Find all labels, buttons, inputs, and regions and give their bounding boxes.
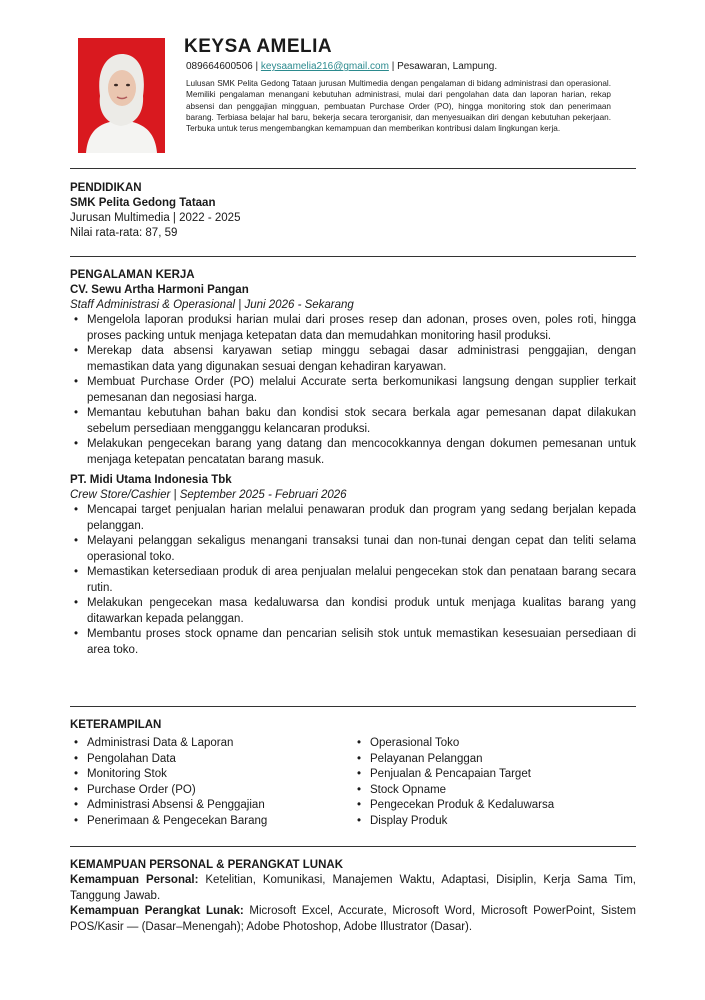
software-text: Microsoft Excel, Accurate, Microsoft Word, Microsoft PowerPoint, Sistem POS/Kasir — (Dasar–Menengah); Adobe Photoshop, Adobe Illustrator (Dasar).: [70, 905, 636, 933]
duty-item: • Merekap data absensi karyawan setiap minggu sebagai dasar administrasi penggajian, dengan memastikan data yang digunakan sesuai dengan kehadiran karyawan.: [70, 344, 636, 375]
contact-line: [186, 61, 497, 72]
profile-summary: Lulusan SMK Pelita Gedong Tataan jurusan Multimedia dengan pengalaman di bidang administrasi dan operasional. Memiliki pengalaman menangani kebutuhan administrasi, mulai dari pengolahan data dan laporan harian, rekap absensi dan penggajian mingguan, pembuatan Purchase Order (PO), hingga monitoring stok dan penerimaan barang. Terbiasa belajar hal baru, bekerja secara terorganisir, dan menyesuaikan diri dengan kebutuhan pekerjaan. Terbuka untuk terus mengembangkan kemampuan dan memberikan kontribusi dalam lingkungan kerja.: [186, 79, 611, 134]
divider: [70, 168, 636, 169]
education-section: [70, 181, 636, 241]
job-duties: [70, 313, 636, 468]
divider: [70, 706, 636, 707]
duty-item: • Membuat Purchase Order (PO) melalui Accurate serta berkomunikasi langsung dengan supplier terkait pemesanan dan negosiasi harga.: [70, 375, 636, 406]
skill-item: • Purchase Order (PO): [70, 783, 353, 799]
company-name: CV. Sewu Artha Harmoni Pangan: [70, 284, 249, 296]
job-role: Staff Administrasi & Operasional | Juni 2026 - Sekarang: [70, 299, 354, 311]
job-duties: [70, 503, 636, 658]
skill-item: • Stock Opname: [353, 783, 636, 799]
divider: [70, 846, 636, 847]
separator: |: [391, 61, 398, 72]
skill-item: • Pelayanan Pelanggan: [353, 752, 636, 768]
skill-item: • Penjualan & Pencapaian Target: [353, 767, 636, 783]
software-label: Kemampuan Perangkat Lunak:: [70, 905, 244, 917]
experience-section: [70, 268, 636, 658]
school-major: Jurusan Multimedia | 2022 - 2025: [70, 212, 241, 224]
school-score: Nilai rata-rata: 87, 59: [70, 227, 178, 239]
skill-item: • Display Produk: [353, 814, 636, 830]
email-link[interactable]: keysaamelia216@gmail.com: [260, 61, 389, 72]
job-entry: [70, 283, 636, 468]
company-name: PT. Midi Utama Indonesia Tbk: [70, 474, 232, 486]
skill-item: • Administrasi Data & Laporan: [70, 736, 353, 752]
duty-item: • Mencapai target penjualan harian melalui penawaran produk dan program yang sedang berjalan kepada pelanggan.: [70, 503, 636, 534]
phone-number: 089664600506: [186, 61, 253, 72]
skills-title: KETERAMPILAN: [70, 719, 162, 731]
abilities-section: [70, 858, 636, 935]
job-role: Crew Store/Cashier | September 2025 - Februari 2026: [70, 489, 347, 501]
duty-item: • Melakukan pengecekan masa kedaluwarsa dan kondisi produk untuk menjaga kualitas barang yang ditawarkan kepada pelanggan.: [70, 596, 636, 627]
duty-item: • Membantu proses stock opname dan pencarian selisih stok untuk memastikan kesesuaian persediaan di area toko.: [70, 627, 636, 658]
duty-item: • Mengelola laporan produksi harian mulai dari proses resep dan adonan, proses oven, poles roti, hingga proses packing untuk menjaga ketepatan data dan memudahkan monitoring hasil produksi.: [70, 313, 636, 344]
education-title: PENDIDIKAN: [70, 182, 142, 194]
duty-item: • Memantau kebutuhan bahan baku dan kondisi stok secara berkala agar pemesanan dapat dilakukan sebelum persediaan mengganggu kelancaran produksi.: [70, 406, 636, 437]
skill-item: • Operasional Toko: [353, 736, 636, 752]
skill-item: • Pengecekan Produk & Kedaluwarsa: [353, 798, 636, 814]
job-entry: [70, 473, 636, 658]
school-name: SMK Pelita Gedong Tataan: [70, 197, 216, 209]
separator: |: [255, 61, 261, 72]
skills-columns: [70, 736, 636, 829]
personal-label: Kemampuan Personal:: [70, 874, 199, 886]
candidate-name: KEYSA AMELIA: [184, 36, 333, 57]
abilities-title: KEMAMPUAN PERSONAL & PERANGKAT LUNAK: [70, 859, 344, 871]
duty-item: • Melayani pelanggan sekaligus menangani transaksi tunai dan non-tunai dengan cepat dan teliti selama operasional toko.: [70, 534, 636, 565]
skill-item: • Penerimaan & Pengecekan Barang: [70, 814, 353, 830]
location-text: Pesawaran, Lampung.: [397, 61, 498, 72]
software-abilities: [70, 904, 636, 935]
duty-item: • Memastikan ketersediaan produk di area penjualan melalui pengecekan stok dan penataan barang secara rutin.: [70, 565, 636, 596]
skill-item: • Administrasi Absensi & Penggajian: [70, 798, 353, 814]
duty-item: • Melakukan pengecekan barang yang datang dan mencocokkannya dengan dokumen pemesanan untuk menjaga ketepatan pencatatan barang masuk.: [70, 437, 636, 468]
profile-photo: [78, 38, 165, 153]
skills-list-right: [353, 736, 636, 829]
experience-title: PENGALAMAN KERJA: [70, 269, 195, 281]
skill-item: • Pengolahan Data: [70, 752, 353, 768]
personal-abilities: [70, 873, 636, 904]
divider: [70, 256, 636, 257]
skills-section: [70, 718, 636, 829]
skills-list-left: [70, 736, 353, 829]
personal-text: Ketelitian, Komunikasi, Manajemen Waktu, Adaptasi, Disiplin, Kerja Sama Tim, Tanggung Jawab.: [70, 874, 636, 902]
skill-item: • Monitoring Stok: [70, 767, 353, 783]
